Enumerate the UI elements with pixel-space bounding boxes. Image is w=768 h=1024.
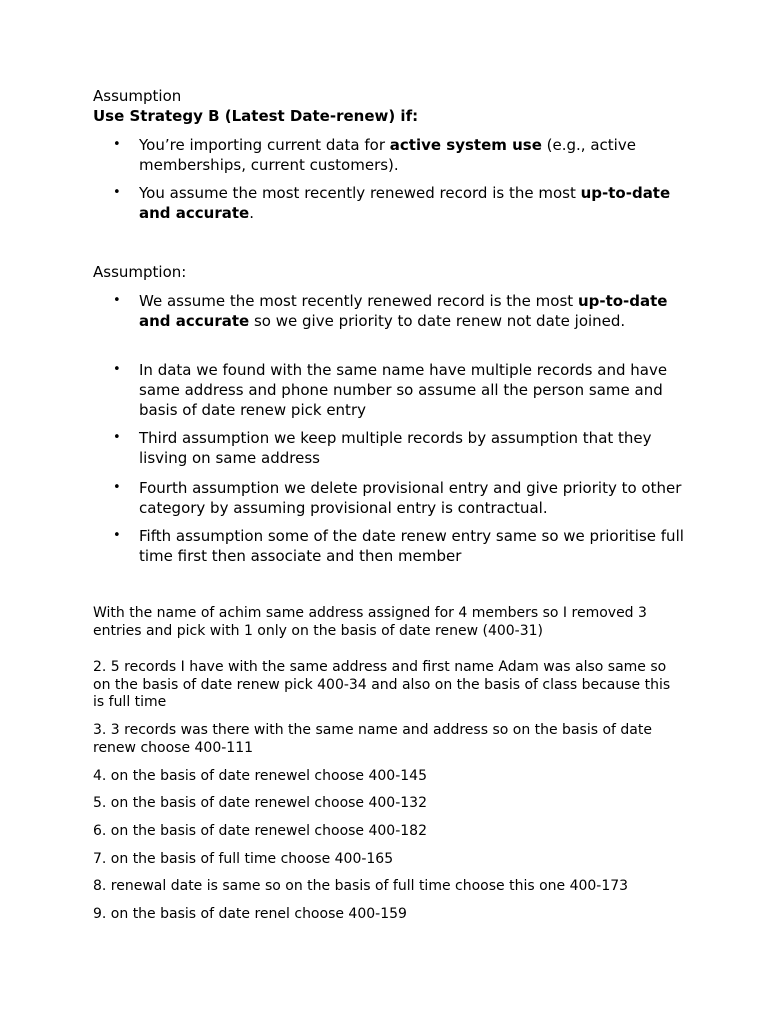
note-paragraph: 3. 3 records was there with the same name and address so on the basis of date renew choose 400-111 (93, 722, 652, 756)
bullet-icon: • (113, 185, 121, 200)
list-item (93, 526, 683, 566)
list-item (93, 135, 683, 175)
bullet-text: so we give priority to date renew not date joined. (249, 312, 626, 330)
note-paragraph: 5. on the basis of date renewel choose 400-132 (93, 795, 427, 811)
list-item (93, 291, 683, 331)
bullet-icon: • (113, 430, 121, 445)
list-item (93, 428, 683, 468)
bullet-text: Third assumption we keep multiple records by assumption that they lisving on same address (139, 429, 652, 467)
note-paragraph: 6. on the basis of date renewel choose 400-182 (93, 823, 427, 839)
list-item (93, 478, 683, 518)
bullet-icon: • (113, 293, 121, 308)
bullet-icon: • (113, 362, 121, 377)
bullet-text: We assume the most recently renewed record is the most (139, 292, 578, 310)
note-paragraph: 2. 5 records I have with the same address and first name Adam was also same so on the basis of date renew pick 400-34 and also on the basis of class because this is full time (93, 659, 671, 710)
bullet-emphasis: active system use (389, 136, 542, 154)
note-paragraph: With the name of achim same address assigned for 4 members so I removed 3 entries and pick with 1 only on the basis of date renew (400-31) (93, 605, 647, 639)
bullet-icon: • (113, 137, 121, 152)
bullet-text: Fifth assumption some of the date renew entry same so we prioritise full time first then associate and then member (139, 527, 684, 565)
bullet-icon: • (113, 528, 121, 543)
bullet-emphasis: up-to-date and accurate (139, 184, 671, 222)
bullet-text: . (249, 204, 254, 222)
bullet-text: In data we found with the same name have multiple records and have same address and phone number so assume all the person same and basis of date renew pick entry (139, 361, 668, 419)
bullet-text: Fourth assumption we delete provisional entry and give priority to other category by assuming provisional entry is contractual. (139, 479, 682, 517)
list-item (93, 183, 683, 223)
bullet-icon: • (113, 480, 121, 495)
note-paragraph: 4. on the basis of date renewel choose 400-145 (93, 768, 427, 784)
note-paragraph: 8. renewal date is same so on the basis of full time choose this one 400-173 (93, 878, 629, 894)
bullet-text: You assume the most recently renewed record is the most (139, 184, 581, 202)
bullet-text: You’re importing current data for (139, 136, 390, 154)
section1-heading: Assumption (93, 87, 182, 105)
section2-heading: Assumption: (93, 263, 187, 281)
note-paragraph: 7. on the basis of full time choose 400-165 (93, 851, 394, 867)
note-paragraph: 9. on the basis of date renel choose 400-159 (93, 906, 407, 922)
list-item (93, 360, 683, 420)
bullet-emphasis: up-to-date and accurate (139, 292, 668, 330)
strategy-heading: Use Strategy B (Latest Date-renew) if: (93, 107, 419, 125)
bullet-text: (e.g., active memberships, current customers). (139, 136, 636, 174)
